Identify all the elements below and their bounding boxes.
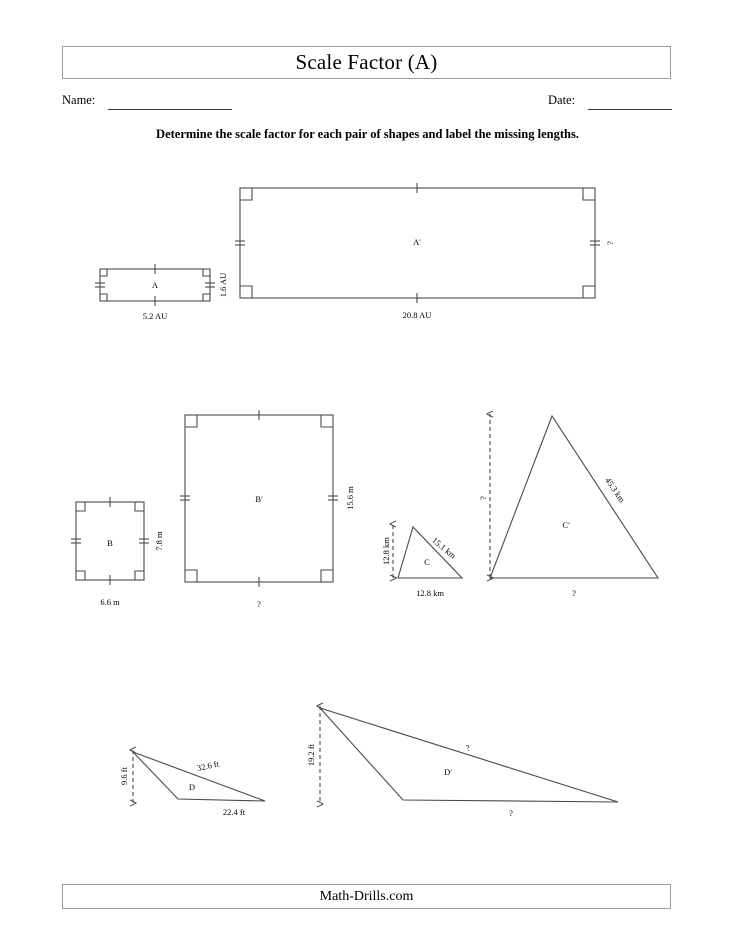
shape-d-prime-side-label: ?	[464, 742, 471, 754]
shape-b-prime-width-label: ?	[257, 598, 261, 609]
shape-a-width-label: 5.2 AU	[142, 310, 168, 321]
shape-d-base-label: 22.4 ft	[222, 806, 246, 817]
shape-b-height-label: 7.8 m	[153, 531, 164, 551]
shape-b-prime-height-label: 15.6 m	[344, 486, 355, 510]
shape-d-height-label: 9.6 ft	[118, 767, 129, 785]
shape-c-prime-height-label: ?	[477, 496, 488, 500]
shape-a-prime-height-label: ?	[604, 241, 615, 245]
worksheet-footer-box	[62, 884, 671, 909]
shape-d-side-label: 32.6 ft	[196, 758, 220, 774]
footer-site-label: Math-Drills.com	[319, 888, 414, 904]
shape-b-label: B	[107, 538, 113, 548]
shape-c-prime-side-label: 45.3 km	[603, 475, 628, 505]
shape-a-label: A	[151, 280, 159, 290]
shape-d-prime-height-label: 19.2 ft	[305, 743, 316, 767]
shape-a-prime-width-label: 20.8 AU	[402, 309, 432, 320]
instructions-text: Determine the scale factor for each pair of shapes and label the missing lengths.	[156, 127, 579, 141]
shape-c-prime-base-label: ?	[572, 587, 576, 598]
shape-b-width-label: 6.6 m	[100, 596, 120, 607]
shape-c-side-label: 15.1 km	[430, 535, 459, 561]
shape-d-prime-outline	[320, 708, 618, 802]
page-title: Scale Factor (A)	[295, 50, 438, 74]
shape-c-height-label: 12.8 km	[380, 537, 391, 565]
shape-d-prime-label: D'	[444, 767, 452, 777]
date-label: Date:	[548, 93, 576, 107]
shape-b-prime-label: B'	[255, 494, 263, 504]
shape-a-height-label: 1.6 AU	[217, 272, 228, 298]
shape-c-prime-label: C'	[562, 520, 570, 530]
shape-d-outline	[133, 752, 265, 801]
shape-c-label: C	[424, 557, 430, 567]
shape-c-base-label: 12.8 km	[416, 587, 444, 598]
shape-d-prime-base-label: ?	[509, 807, 513, 818]
name-label: Name:	[62, 93, 96, 107]
shape-d-label: D	[188, 782, 196, 792]
shape-a-prime-label: A'	[413, 237, 421, 247]
